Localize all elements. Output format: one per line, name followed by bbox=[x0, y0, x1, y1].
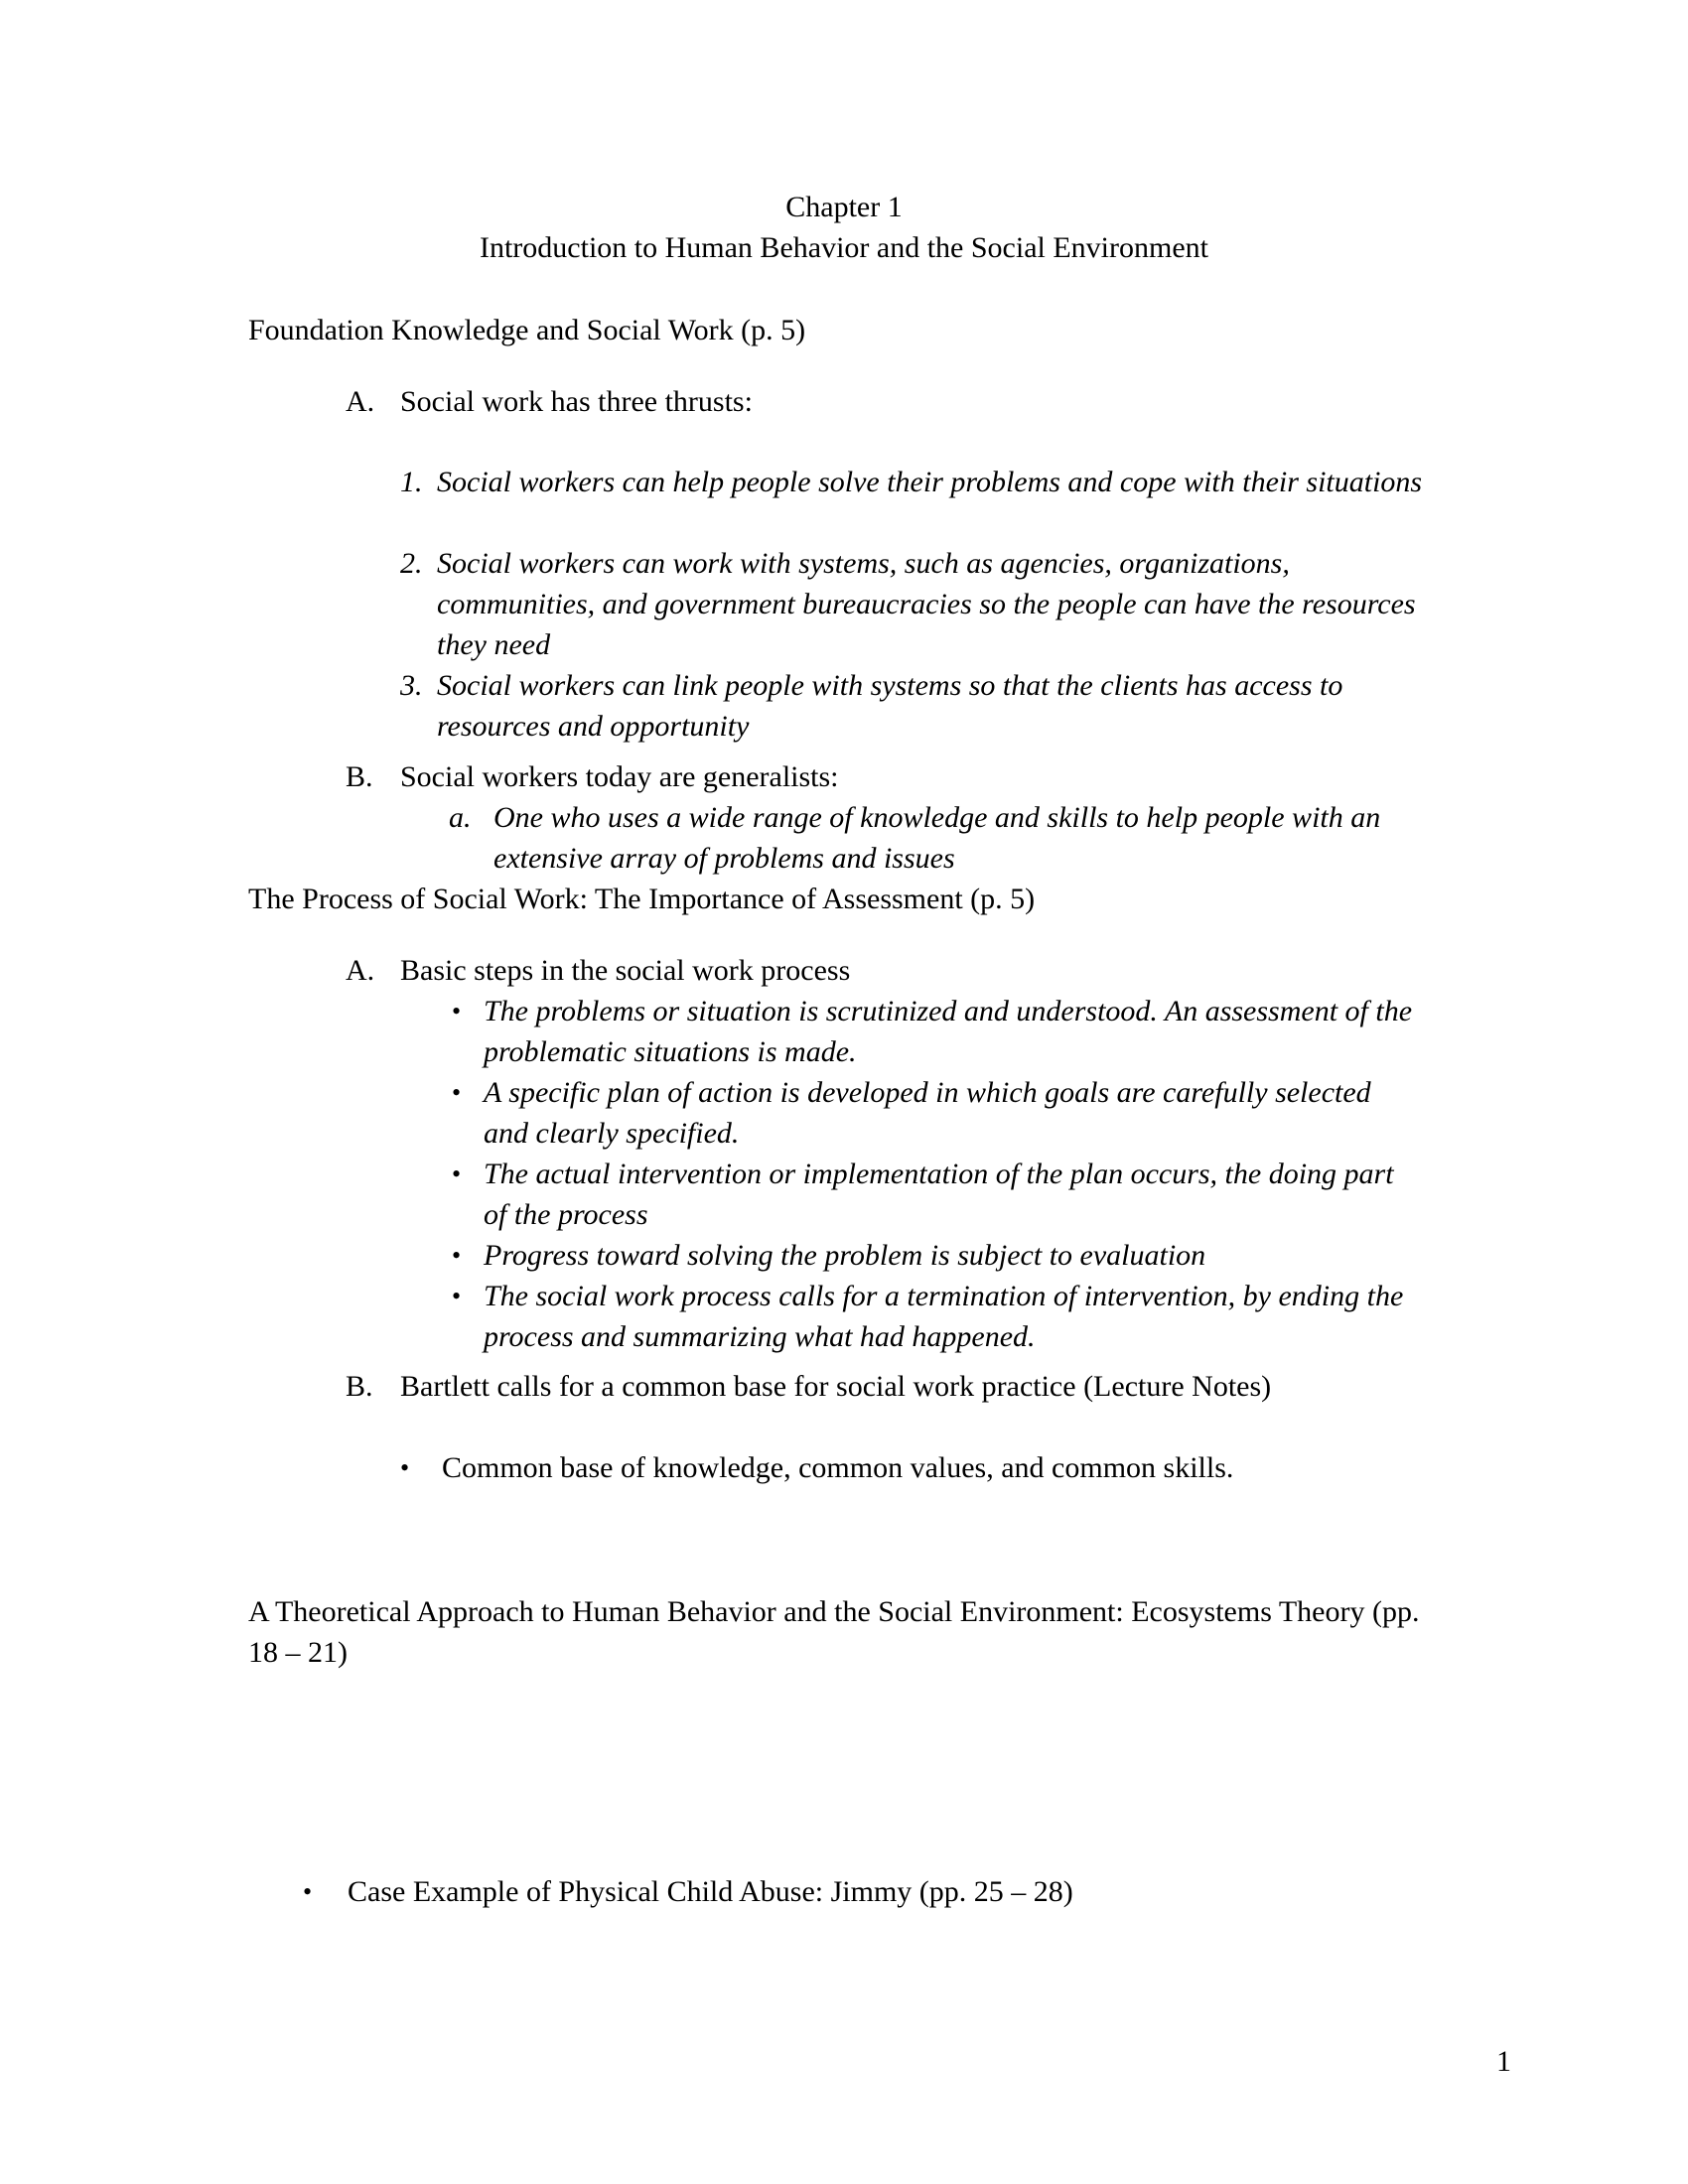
list-marker-1b-a: a. bbox=[449, 801, 472, 834]
list-text-2a-bullet-4: Progress toward solving the problem is subject to evaluation bbox=[484, 1239, 1206, 1272]
bullet-icon: • bbox=[452, 1078, 462, 1107]
list-text-2a-bullet-1: The problems or situation is scrutinized and understood. An assessment of the problematic situations is made. bbox=[484, 995, 1413, 1068]
list-item-1b-a bbox=[449, 797, 1432, 879]
page-title-line-1: Chapter 1 bbox=[785, 191, 903, 223]
list-text-2a-bullet-3: The actual intervention or implementation of the plan occurs, the doing part of the process bbox=[484, 1158, 1394, 1231]
bullet-icon: • bbox=[400, 1453, 410, 1482]
bullet-icon: • bbox=[452, 997, 462, 1025]
bullet-icon: • bbox=[452, 1160, 462, 1188]
list-text-1a: Social work has three thrusts: bbox=[400, 385, 753, 418]
page-number: 1 bbox=[1496, 2045, 1511, 2078]
list-item-2a bbox=[346, 950, 1418, 991]
list-text-1a-1: Social workers can help people solve their problems and cope with their situations bbox=[437, 466, 1423, 498]
list-marker-1b: B. bbox=[346, 760, 373, 793]
section-heading-process-of-social-work: The Process of Social Work: The Importance of Assessment (p. 5) bbox=[248, 883, 1036, 915]
list-text-3-bullet-1: Case Example of Physical Child Abuse: Jimmy (pp. 25 – 28) bbox=[348, 1875, 1073, 1908]
bullet-icon: • bbox=[452, 1241, 462, 1270]
list-item-2b-bullet-1 bbox=[400, 1447, 1413, 1488]
list-text-1b-a: One who uses a wide range of knowledge and skills to help people with an extensive array of problems and issues bbox=[493, 801, 1381, 875]
list-marker-1a: A. bbox=[346, 385, 375, 418]
list-item-1a-1 bbox=[400, 462, 1423, 502]
page-title-line-2: Introduction to Human Behavior and the Social Environment bbox=[479, 231, 1208, 264]
list-item-1a bbox=[346, 381, 1418, 422]
list-marker-1a-2: 2. bbox=[400, 547, 423, 580]
list-text-2a-bullet-5: The social work process calls for a termination of intervention, by ending the process and summarizing what had happened. bbox=[484, 1280, 1404, 1353]
list-item-2a-bullet-5 bbox=[452, 1276, 1415, 1357]
list-marker-2b: B. bbox=[346, 1370, 373, 1403]
list-item-1a-2 bbox=[400, 543, 1423, 665]
list-item-2b bbox=[346, 1366, 1428, 1407]
section-heading-foundation-knowledge: Foundation Knowledge and Social Work (p. 5) bbox=[248, 314, 806, 346]
list-item-1b bbox=[346, 756, 1418, 797]
bullet-icon: • bbox=[303, 1877, 313, 1906]
list-text-2a: Basic steps in the social work process bbox=[400, 954, 851, 987]
list-text-1a-3: Social workers can link people with systems so that the clients has access to resources and opportunity bbox=[437, 669, 1343, 743]
list-marker-1a-3: 3. bbox=[400, 669, 423, 702]
list-item-2a-bullet-1 bbox=[452, 991, 1415, 1072]
list-marker-2a: A. bbox=[346, 954, 375, 987]
list-item-2a-bullet-2 bbox=[452, 1072, 1415, 1154]
list-item-3-bullet-1 bbox=[303, 1871, 1415, 1912]
list-text-1a-2: Social workers can work with systems, such as agencies, organizations, communities, and government bureaucracies so the people can have the resources they need bbox=[437, 547, 1416, 661]
document-title-block bbox=[0, 187, 1688, 268]
list-item-2a-bullet-4 bbox=[452, 1235, 1415, 1276]
list-text-2a-bullet-2: A specific plan of action is developed in which goals are carefully selected and clearly specified. bbox=[484, 1076, 1371, 1150]
list-text-1b: Social workers today are generalists: bbox=[400, 760, 839, 793]
list-item-1a-3 bbox=[400, 665, 1433, 747]
list-text-2b-bullet-1: Common base of knowledge, common values, and common skills. bbox=[442, 1451, 1234, 1484]
list-text-2b: Bartlett calls for a common base for social work practice (Lecture Notes) bbox=[400, 1370, 1272, 1403]
list-item-2a-bullet-3 bbox=[452, 1154, 1415, 1235]
section-heading-ecosystems-theory: A Theoretical Approach to Human Behavior and the Social Environment: Ecosystems Theory (pp. 18 – 21) bbox=[248, 1595, 1420, 1669]
bullet-icon: • bbox=[452, 1282, 462, 1310]
list-marker-1a-1: 1. bbox=[400, 466, 423, 498]
